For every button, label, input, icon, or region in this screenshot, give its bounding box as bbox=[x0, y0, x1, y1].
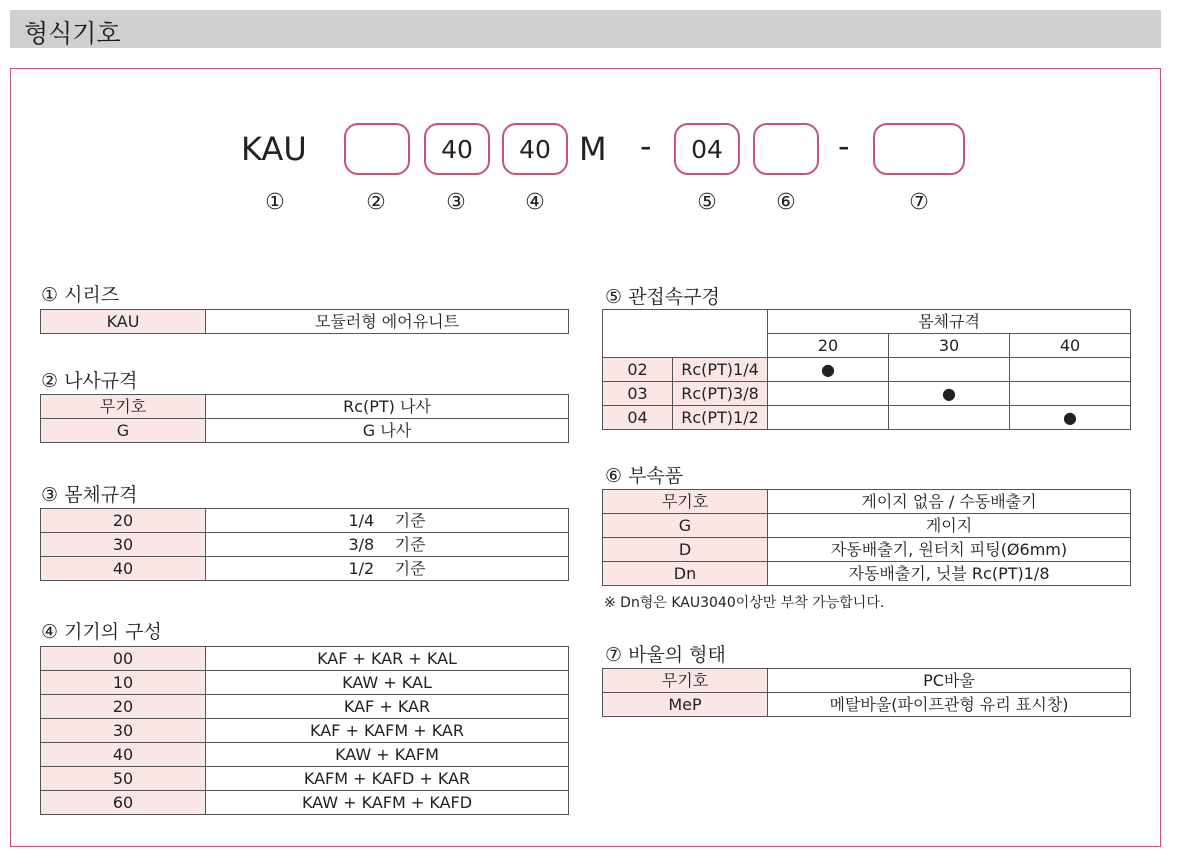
port-table bbox=[602, 309, 1131, 430]
thread-desc: Rc(PT) 나사 bbox=[206, 395, 569, 419]
model-prefix: KAU bbox=[241, 130, 307, 168]
config-desc: KAF + KAR + KAL bbox=[206, 647, 569, 671]
port-mark: ● bbox=[889, 382, 1010, 406]
config-desc: KAF + KAFM + KAR bbox=[206, 719, 569, 743]
port-mark: ● bbox=[1010, 406, 1131, 430]
bowl-code: MeP bbox=[603, 693, 768, 717]
port-mark bbox=[1010, 358, 1131, 382]
table-row bbox=[603, 562, 1131, 586]
body-desc: 3/8 기준 bbox=[206, 533, 569, 557]
series-table bbox=[40, 309, 569, 334]
port-group-header: 몸체규격 bbox=[768, 310, 1131, 334]
code-box-6 bbox=[753, 123, 819, 175]
config-desc: KAF + KAR bbox=[206, 695, 569, 719]
port-code: 03 bbox=[603, 382, 673, 406]
thread-table bbox=[40, 394, 569, 443]
port-code: 04 bbox=[603, 406, 673, 430]
config-code: 00 bbox=[41, 647, 206, 671]
table-row bbox=[41, 647, 569, 671]
table-row bbox=[41, 310, 569, 334]
model-dash-1: - bbox=[640, 127, 652, 165]
table-row bbox=[603, 514, 1131, 538]
port-corner-cell bbox=[603, 310, 768, 358]
body-table bbox=[40, 508, 569, 581]
model-dash-2: - bbox=[838, 127, 850, 165]
body-desc: 1/2 기준 bbox=[206, 557, 569, 581]
config-table bbox=[40, 646, 569, 815]
accessory-desc: 자동배출기, 닛블 Rc(PT)1/8 bbox=[768, 562, 1131, 586]
config-code: 30 bbox=[41, 719, 206, 743]
accessory-desc: 게이지 bbox=[768, 514, 1131, 538]
table-row bbox=[41, 395, 569, 419]
series-desc: 모듈러형 에어유니트 bbox=[206, 310, 569, 334]
bowl-code: 무기호 bbox=[603, 669, 768, 693]
table-row bbox=[603, 358, 1131, 382]
port-size: Rc(PT)3/8 bbox=[673, 382, 768, 406]
table-row bbox=[41, 509, 569, 533]
body-desc: 1/4 기준 bbox=[206, 509, 569, 533]
series-code: KAU bbox=[41, 310, 206, 334]
page-title: 형식기호 bbox=[24, 19, 121, 48]
accessory-code: 무기호 bbox=[603, 490, 768, 514]
port-col-header: 40 bbox=[1010, 334, 1131, 358]
table-row bbox=[603, 406, 1131, 430]
config-desc: KAW + KAL bbox=[206, 671, 569, 695]
port-mark bbox=[1010, 382, 1131, 406]
config-desc: KAFM + KAFD + KAR bbox=[206, 767, 569, 791]
config-desc: KAW + KAFM + KAFD bbox=[206, 791, 569, 815]
table-row bbox=[603, 490, 1131, 514]
body-code: 40 bbox=[41, 557, 206, 581]
header-bar bbox=[10, 10, 1161, 48]
config-code: 40 bbox=[41, 743, 206, 767]
accessory-code: D bbox=[603, 538, 768, 562]
marker-6: ⑥ bbox=[776, 190, 796, 215]
bowl-title: ⑦ 바울의 형태 bbox=[605, 644, 726, 666]
thread-code: G bbox=[41, 419, 206, 443]
table-row bbox=[41, 557, 569, 581]
port-code: 02 bbox=[603, 358, 673, 382]
code-box-3: 40 bbox=[424, 123, 490, 175]
port-size: Rc(PT)1/2 bbox=[673, 406, 768, 430]
accessory-table bbox=[602, 489, 1131, 586]
port-col-header: 30 bbox=[889, 334, 1010, 358]
marker-1: ① bbox=[265, 190, 285, 215]
marker-4: ④ bbox=[525, 190, 545, 215]
bowl-table bbox=[602, 668, 1131, 717]
port-col-header: 20 bbox=[768, 334, 889, 358]
table-row bbox=[41, 533, 569, 557]
table-row bbox=[603, 310, 1131, 334]
port-mark: ● bbox=[768, 358, 889, 382]
body-title: ③ 몸체규격 bbox=[41, 484, 138, 506]
code-box-7 bbox=[873, 123, 965, 175]
thread-title: ② 나사규격 bbox=[41, 370, 138, 392]
config-code: 10 bbox=[41, 671, 206, 695]
config-code: 20 bbox=[41, 695, 206, 719]
series-title: ① 시리즈 bbox=[41, 284, 120, 306]
marker-5: ⑤ bbox=[697, 190, 717, 215]
accessory-code: G bbox=[603, 514, 768, 538]
port-mark bbox=[768, 406, 889, 430]
port-mark bbox=[768, 382, 889, 406]
port-mark bbox=[889, 358, 1010, 382]
model-m-suffix: M bbox=[579, 130, 607, 168]
table-row bbox=[41, 743, 569, 767]
port-title: ⑤ 관접속구경 bbox=[605, 286, 720, 308]
thread-desc: G 나사 bbox=[206, 419, 569, 443]
config-title: ④ 기기의 구성 bbox=[41, 621, 162, 643]
port-mark bbox=[889, 406, 1010, 430]
table-row bbox=[41, 419, 569, 443]
accessory-note: ※ Dn형은 KAU3040이상만 부착 가능합니다. bbox=[604, 595, 885, 611]
table-row bbox=[41, 695, 569, 719]
config-desc: KAW + KAFM bbox=[206, 743, 569, 767]
code-box-2 bbox=[344, 123, 410, 175]
table-row bbox=[41, 791, 569, 815]
bowl-desc: PC바울 bbox=[768, 669, 1131, 693]
marker-2: ② bbox=[366, 190, 386, 215]
accessory-title: ⑥ 부속품 bbox=[605, 465, 684, 487]
code-box-4: 40 bbox=[502, 123, 568, 175]
accessory-desc: 자동배출기, 원터치 피팅(Ø6mm) bbox=[768, 538, 1131, 562]
marker-3: ③ bbox=[446, 190, 466, 215]
port-size: Rc(PT)1/4 bbox=[673, 358, 768, 382]
table-row bbox=[603, 538, 1131, 562]
table-row bbox=[41, 767, 569, 791]
table-row bbox=[41, 671, 569, 695]
table-row bbox=[603, 669, 1131, 693]
table-row bbox=[603, 382, 1131, 406]
accessory-desc: 게이지 없음 / 수동배출기 bbox=[768, 490, 1131, 514]
body-code: 30 bbox=[41, 533, 206, 557]
config-code: 50 bbox=[41, 767, 206, 791]
code-box-5: 04 bbox=[674, 123, 740, 175]
body-code: 20 bbox=[41, 509, 206, 533]
thread-code: 무기호 bbox=[41, 395, 206, 419]
marker-7: ⑦ bbox=[909, 190, 929, 215]
accessory-code: Dn bbox=[603, 562, 768, 586]
table-row bbox=[603, 693, 1131, 717]
table-row bbox=[41, 719, 569, 743]
bowl-desc: 메탈바울(파이프관형 유리 표시창) bbox=[768, 693, 1131, 717]
config-code: 60 bbox=[41, 791, 206, 815]
